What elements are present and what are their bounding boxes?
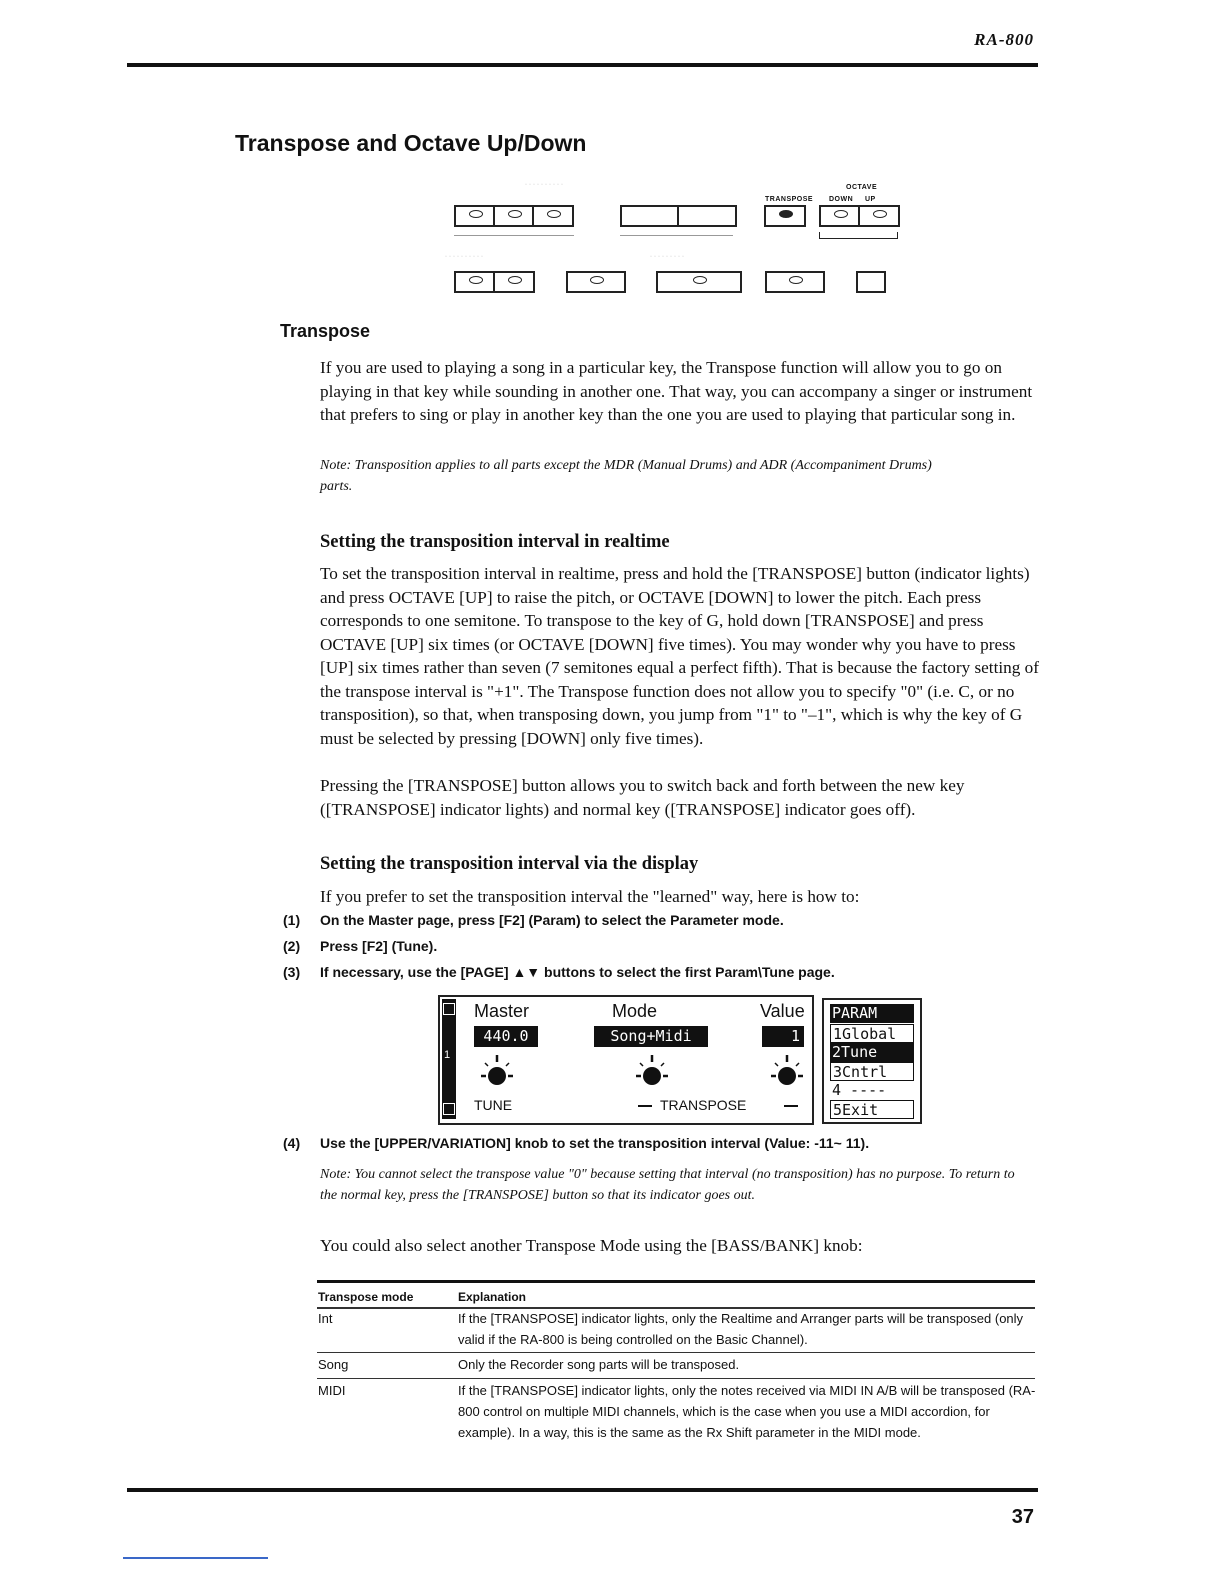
lcd-col-value: Value — [760, 1001, 805, 1021]
section-title: Transpose and Octave Up/Down — [235, 130, 587, 156]
table-header-explanation: Explanation — [458, 1290, 527, 1304]
page-down-icon — [443, 1103, 455, 1115]
transpose-label: TRANSPOSE — [765, 196, 814, 203]
octave-down-button[interactable] — [819, 205, 861, 227]
note-2: Note: You cannot select the transpose value "0" because setting that interval (no transposition) has no purpose. To return to the normal key, press the [TRANSPOSE] button so that its indicator goes out. — [320, 1167, 1015, 1203]
menu-item-exit[interactable]: 5Exit — [830, 1100, 914, 1119]
header-model-code: RA-800 — [974, 30, 1034, 49]
led-icon — [779, 210, 793, 218]
table-row-rule — [317, 1378, 1035, 1379]
lcd-master-value: 440.0 — [474, 1026, 538, 1047]
led-icon — [547, 210, 561, 218]
lcd-screen — [438, 995, 814, 1125]
menu-item-cntrl[interactable]: 3Cntrl — [830, 1062, 914, 1081]
note-1: Note: Transposition applies to all parts except the MDR (Manual Drums) and ADR (Accompaniment Drums) parts. — [320, 458, 932, 494]
table-row-rule — [317, 1352, 1035, 1353]
faint-label: ·········· — [525, 182, 565, 188]
menu-item-tune[interactable]: 2Tune — [830, 1043, 914, 1062]
octave-up-button[interactable] — [858, 205, 900, 227]
panel-button[interactable] — [677, 205, 737, 227]
led-icon — [469, 210, 483, 218]
lcd-page-bar — [442, 999, 456, 1119]
menu-item-empty: 4 ---- — [832, 1081, 887, 1099]
led-icon — [590, 276, 604, 284]
down-label: DOWN — [829, 196, 854, 203]
panel-button[interactable] — [656, 271, 742, 293]
footer-link-line — [123, 1557, 268, 1559]
lcd-col-master: Master — [474, 1001, 530, 1021]
panel-button[interactable] — [856, 271, 886, 293]
step-1: (1) On the Master page, press [F2] (Param) to select the Parameter mode. — [283, 912, 784, 928]
lcd-mode-value: Song+Midi — [594, 1026, 708, 1047]
display-heading: Setting the transposition interval via the display — [320, 854, 699, 874]
lcd-page-number: 1 — [444, 1049, 451, 1061]
table-cell-explanation: If the [TRANSPOSE] indicator lights, only the Realtime and Arranger parts will be transposed (only valid if the RA-800 is being controlled on the Basic Channel). — [458, 1311, 1024, 1347]
top-rule — [127, 63, 1038, 67]
bass-bank-sentence: You could also select another Transpose Mode using the [BASS/BANK] knob: — [320, 1236, 863, 1255]
panel-button[interactable] — [454, 205, 496, 227]
knob-icon — [635, 1052, 669, 1092]
led-icon — [789, 276, 803, 284]
panel-button[interactable] — [532, 205, 574, 227]
lcd-function-menu — [822, 998, 922, 1124]
table-cell-explanation: Only the Recorder song parts will be transposed. — [458, 1357, 740, 1372]
realtime-paragraph-1: To set the transposition interval in realtime, press and hold the [TRANSPOSE] button (indicator lights) and press OCTAVE [UP] to raise the pitch, or OCTAVE [DOWN] to lower the pitch. Each press corresponds to one semitone. To transpose to the key of G, hold down [TRANSPOSE] and press OCTAVE [UP] six times (or OCTAVE [DOWN] five times). You may wonder why you have to press [UP] six times rather than seven (7 semitones equal a perfect fifth). That is because the factory setting of the transpose interval is "+1". The Transpose function does not allow you to specify "0" (i.e. C, or no transposition), so that, when transposing down, you jump from "1" to "–1", which is why the key of G must be selected by pressing [DOWN] only five times). — [320, 564, 1039, 748]
step-2: (2) Press [F2] (Tune). — [283, 938, 438, 954]
panel-button[interactable] — [620, 205, 680, 227]
led-icon — [693, 276, 707, 284]
octave-bracket — [819, 232, 898, 239]
up-label: UP — [865, 196, 876, 203]
footer-dash — [638, 1105, 652, 1107]
panel-button[interactable] — [765, 271, 825, 293]
led-icon — [834, 210, 848, 218]
led-icon — [508, 210, 522, 218]
lcd-footer-tune: TUNE — [474, 1097, 513, 1113]
panel-button[interactable] — [493, 271, 535, 293]
menu-item-global[interactable]: 1Global — [830, 1024, 914, 1043]
realtime-paragraph-2: Pressing the [TRANSPOSE] button allows you to switch back and forth between the new key ([TRANSPOSE] indicator lights) and normal key ([TRANSPOSE] indicator goes off). — [320, 776, 965, 819]
knob-icon — [480, 1052, 514, 1092]
step-3: (3) If necessary, use the [PAGE] ▲▼ buttons to select the first Param\Tune page. — [283, 964, 835, 980]
led-icon — [873, 210, 887, 218]
page-up-icon — [443, 1003, 455, 1015]
led-icon — [508, 276, 522, 284]
intro-paragraph: If you are used to playing a song in a particular key, the Transpose function will allow you to go on playing in that key while sounding in another one. That way, you can accompany a singer or instrument that prefers to sing or play in another key than the one you are used to playing that particular song in. — [320, 358, 1033, 424]
step-4: (4) Use the [UPPER/VARIATION] knob to set the transposition interval (Value: -11~ 11). — [283, 1135, 870, 1151]
knob-icon — [770, 1052, 804, 1092]
octave-label: OCTAVE — [846, 184, 878, 191]
table-cell-mode: MIDI — [318, 1383, 346, 1398]
lcd-value-value: 1 — [762, 1026, 804, 1047]
table-cell-explanation: If the [TRANSPOSE] indicator lights, only the notes received via MIDI IN A/B will be transposed (RA-800 control on multiple MIDI channels, which is the case when you use a MIDI accordion, for example). In a way, this is the same as the Rx Shift parameter in the MIDI mode. — [458, 1383, 1036, 1440]
front-panel-illustration: ·········· OCTAVE TRANSPOSE DOWN UP ·········· ········· — [440, 180, 920, 310]
table-cell-mode: Int — [318, 1311, 333, 1326]
page-number: 37 — [1011, 1506, 1034, 1528]
subsection-title: Transpose — [280, 321, 371, 341]
bottom-rule — [127, 1488, 1038, 1492]
panel-button[interactable] — [493, 205, 535, 227]
display-intro: If you prefer to set the transposition interval the "learned" way, here is how to: — [320, 887, 860, 906]
realtime-heading: Setting the transposition interval in realtime — [320, 532, 670, 552]
led-icon — [469, 276, 483, 284]
panel-button[interactable] — [566, 271, 626, 293]
table-top-rule — [317, 1280, 1035, 1283]
table-cell-mode: Song — [318, 1357, 349, 1372]
menu-item-param: PARAM — [830, 1004, 914, 1023]
lcd-col-mode: Mode — [612, 1001, 658, 1021]
lcd-footer-transpose: TRANSPOSE — [660, 1097, 747, 1113]
table-header-mode: Transpose mode — [318, 1290, 414, 1304]
transpose-button[interactable] — [764, 205, 806, 227]
panel-button[interactable] — [454, 271, 496, 293]
footer-dash — [784, 1105, 798, 1107]
